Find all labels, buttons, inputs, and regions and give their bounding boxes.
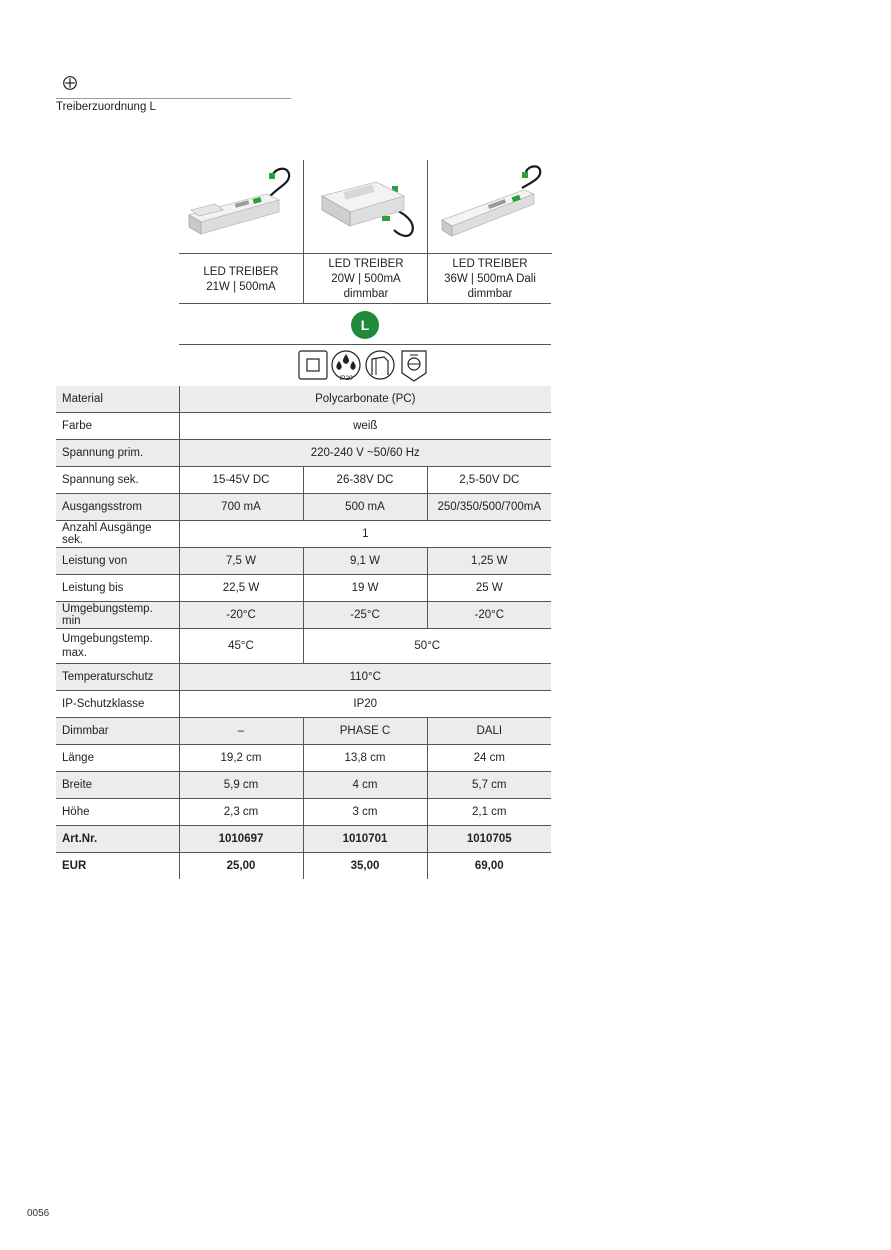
spec-value: 19 W <box>303 575 427 602</box>
spec-value: 2,1 cm <box>427 799 551 826</box>
table-row <box>56 521 551 548</box>
spec-value: 9,1 W <box>303 548 427 575</box>
spec-value: 1010697 <box>179 826 303 853</box>
led-driver-image <box>304 160 428 253</box>
spec-value: 2,3 cm <box>179 799 303 826</box>
spec-value: 50°C <box>303 629 551 664</box>
spec-label: Breite <box>56 772 179 799</box>
thermal-protection-icon <box>402 351 426 381</box>
table-row <box>56 629 551 664</box>
table-row <box>56 575 551 602</box>
table-row <box>56 664 551 691</box>
spec-label: Anzahl Ausgänge sek. <box>56 521 179 548</box>
spec-label: Höhe <box>56 799 179 826</box>
table-row <box>56 772 551 799</box>
spec-value: 15-45V DC <box>179 467 303 494</box>
spec-value: – <box>179 718 303 745</box>
table-row <box>56 413 551 440</box>
spec-label: Farbe <box>56 413 179 440</box>
table-row <box>56 602 551 629</box>
spec-label: Länge <box>56 745 179 772</box>
badge-divider <box>179 344 551 345</box>
spec-value: 22,5 W <box>179 575 303 602</box>
spec-value: 3 cm <box>303 799 427 826</box>
spec-label: Dimmbar <box>56 718 179 745</box>
crosshair-icon <box>62 75 78 91</box>
product-column-2 <box>303 160 428 304</box>
spec-value: 19,2 cm <box>179 745 303 772</box>
spec-label: Ausgangsstrom <box>56 494 179 521</box>
table-row <box>56 826 551 853</box>
spec-label: Spannung sek. <box>56 467 179 494</box>
spec-value: 220-240 V ~50/60 Hz <box>179 440 551 467</box>
section-title: Treiberzuordnung L <box>56 101 156 113</box>
product-column-1 <box>179 160 303 304</box>
spec-value: 5,9 cm <box>179 772 303 799</box>
spec-value: -20°C <box>179 602 303 629</box>
spec-value: 1 <box>179 521 551 548</box>
spec-label: EUR <box>62 860 87 872</box>
spec-table <box>56 386 551 879</box>
spec-value: 500 mA <box>303 494 427 521</box>
spec-label: Umgebungstemp. min <box>56 602 179 629</box>
spec-value: 13,8 cm <box>303 745 427 772</box>
spec-value: IP20 <box>179 691 551 718</box>
spec-value: -25°C <box>303 602 427 629</box>
spec-value: 110°C <box>179 664 551 691</box>
table-row <box>56 467 551 494</box>
table-row <box>56 718 551 745</box>
led-driver-image <box>428 160 552 253</box>
page-number: 0056 <box>27 1208 50 1219</box>
led-driver-image <box>179 160 303 253</box>
spec-label: Temperaturschutz <box>56 664 179 691</box>
table-row <box>56 745 551 772</box>
spec-value: 4 cm <box>303 772 427 799</box>
product-name-2: LED TREIBER 20W | 500mA dimmbar <box>304 253 428 305</box>
spec-value: 25 W <box>427 575 551 602</box>
product-header <box>179 160 551 304</box>
spec-value: 250/350/500/700mA <box>427 494 551 521</box>
spec-value: 1,25 W <box>427 548 551 575</box>
table-row <box>56 799 551 826</box>
spec-label: Umgebungstemp. max. <box>56 629 179 664</box>
product-name-3: LED TREIBER 36W | 500mA Dali dimmbar <box>428 253 552 305</box>
spec-value: PHASE C <box>303 718 427 745</box>
spec-label: IP-Schutzklasse <box>56 691 179 718</box>
ip20-label: IP20 <box>339 375 353 382</box>
table-row <box>56 386 551 413</box>
spec-value: 1010705 <box>427 826 551 853</box>
spec-label: Material <box>56 386 179 413</box>
table-row <box>56 494 551 521</box>
spec-label: Art.Nr. <box>56 826 179 853</box>
spec-value: 26-38V DC <box>303 467 427 494</box>
spec-value: -20°C <box>427 602 551 629</box>
spec-label: Spannung prim. <box>56 440 179 467</box>
spec-value: 24 cm <box>427 745 551 772</box>
table-row <box>56 853 551 880</box>
spec-value: 69,00 <box>427 853 551 880</box>
driver-class-badge: L <box>351 311 379 339</box>
product-name-1: LED TREIBER 21W | 500mA <box>179 253 303 305</box>
spec-value: 5,7 cm <box>427 772 551 799</box>
spec-value: 7,5 W <box>179 548 303 575</box>
spec-value: weiß <box>179 413 551 440</box>
spec-value: Polycarbonate (PC) <box>179 386 551 413</box>
spec-value: 1010701 <box>303 826 427 853</box>
table-row <box>56 440 551 467</box>
ip20-icon <box>332 351 360 382</box>
table-row <box>56 548 551 575</box>
furniture-mount-icon <box>366 351 394 379</box>
certification-symbols <box>298 349 430 383</box>
spec-value: 45°C <box>179 629 303 664</box>
table-row <box>56 691 551 718</box>
spec-value: 2,5-50V DC <box>427 467 551 494</box>
product-divider <box>179 303 551 304</box>
product-column-3 <box>427 160 552 304</box>
spec-value: 700 mA <box>179 494 303 521</box>
spec-value: 35,00 <box>303 853 427 880</box>
header-divider <box>56 98 291 99</box>
spec-value: DALI <box>427 718 551 745</box>
spec-value: 25,00 <box>179 853 303 880</box>
spec-label: Leistung von <box>56 548 179 575</box>
protection-class-icon <box>299 351 327 379</box>
spec-label: Leistung bis <box>56 575 179 602</box>
